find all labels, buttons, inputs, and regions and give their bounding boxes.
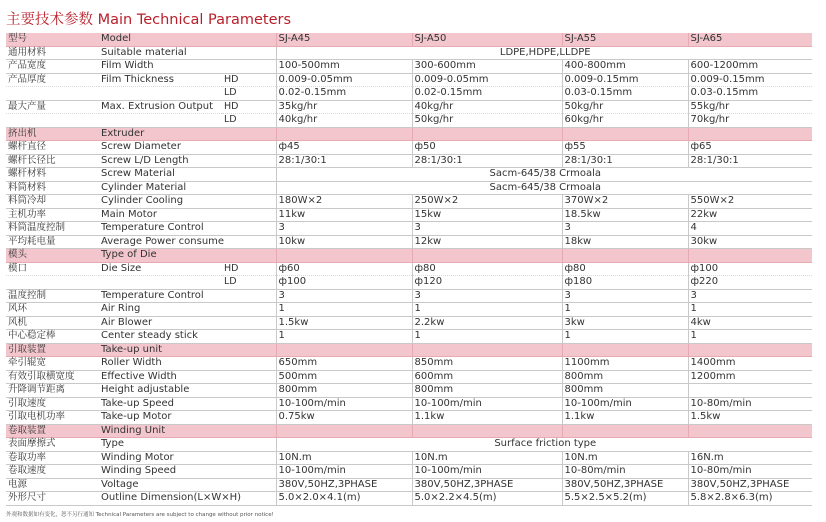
table-row — [6, 478, 812, 492]
param-name-cn: 模头 — [6, 249, 99, 263]
table-row — [6, 397, 812, 411]
table-row — [6, 100, 812, 114]
value-cell: 1.5kw — [276, 316, 412, 330]
param-sub-label — [222, 370, 276, 384]
param-sub-label — [222, 33, 276, 46]
param-name-cn — [6, 87, 99, 101]
value-cell: 10-100m/min — [412, 397, 562, 411]
value-cell: 18.5kw — [562, 208, 688, 222]
param-name-en: Film Width — [99, 60, 222, 74]
value-cell: 16N.m — [688, 451, 812, 465]
table-row — [6, 303, 812, 317]
value-cell: 600-1200mm — [688, 60, 812, 74]
value-cell: 2.2kw — [412, 316, 562, 330]
value-cell: 1 — [412, 303, 562, 317]
value-cell: 0.009-0.05mm — [412, 73, 562, 87]
value-cell: ф55 — [562, 141, 688, 155]
value-cell: 1 — [412, 330, 562, 344]
value-cell: 28:1/30:1 — [412, 154, 562, 168]
value-cell: 10-100m/min — [412, 465, 562, 479]
param-name-en: Screw L/D Length — [99, 154, 222, 168]
value-cell: 1.1kw — [562, 411, 688, 425]
value-cell: ф220 — [688, 276, 812, 290]
value-cell: 1 — [688, 330, 812, 344]
param-name-en — [99, 114, 222, 128]
value-cell: 1200mm — [688, 370, 812, 384]
param-name-en: Temperature Control — [99, 222, 222, 236]
value-cell: 5.5×2.5×5.2(m) — [562, 492, 688, 506]
value-cell: 5.0×2.2×4.5(m) — [412, 492, 562, 506]
table-row — [6, 276, 812, 290]
param-name-cn: 风机 — [6, 316, 99, 330]
param-name-en: Die Size — [99, 262, 222, 276]
value-cell — [412, 424, 562, 438]
value-cell: 10N.m — [562, 451, 688, 465]
param-name-cn: 螺杆材料 — [6, 168, 99, 182]
param-name-en: Roller Width — [99, 357, 222, 371]
param-name-en: Air Ring — [99, 303, 222, 317]
param-sub-label — [222, 181, 276, 195]
table-row — [6, 181, 812, 195]
param-name-en: Take-up Speed — [99, 397, 222, 411]
value-cell: ф65 — [688, 141, 812, 155]
param-sub-label — [222, 303, 276, 317]
spanned-value-cell: LDPE,HDPE,LLDPE — [276, 46, 812, 60]
section-header-row — [6, 249, 812, 263]
param-name-cn: 螺杆长径比 — [6, 154, 99, 168]
value-cell: 1.5kw — [688, 411, 812, 425]
param-name-en: Outline Dimension(L×W×H) — [101, 492, 242, 504]
param-sub-label: LD — [222, 87, 276, 101]
value-cell — [562, 424, 688, 438]
value-cell: ф100 — [276, 276, 412, 290]
param-name-cn: 表面摩擦式 — [6, 438, 99, 452]
value-cell: 400-800mm — [562, 60, 688, 74]
value-cell: 50kg/hr — [562, 100, 688, 114]
section-header-row — [6, 343, 812, 357]
param-name-en: Cylinder Cooling — [99, 195, 222, 209]
param-sub-label — [222, 141, 276, 155]
value-cell — [688, 343, 812, 357]
value-cell: 10kw — [276, 235, 412, 249]
value-cell — [688, 424, 812, 438]
value-cell: 1.1kw — [412, 411, 562, 425]
value-cell: 380V,50HZ,3PHASE — [562, 478, 688, 492]
value-cell — [562, 127, 688, 141]
table-row — [6, 357, 812, 371]
value-cell: 0.02-0.15mm — [412, 87, 562, 101]
table-row — [6, 87, 812, 101]
value-cell: 10N.m — [412, 451, 562, 465]
spanned-value-cell: Surface friction type — [276, 438, 812, 452]
param-sub-label: HD — [222, 100, 276, 114]
param-name-cn: 卷取功率 — [6, 451, 99, 465]
param-sub-label — [222, 249, 276, 263]
param-name-en: Height adjustable — [99, 384, 222, 398]
value-cell: 3 — [562, 289, 688, 303]
value-cell: 800mm — [276, 384, 412, 398]
value-cell: 28:1/30:1 — [276, 154, 412, 168]
value-cell — [688, 127, 812, 141]
value-cell — [276, 343, 412, 357]
value-cell: 28:1/30:1 — [562, 154, 688, 168]
value-cell: 3 — [276, 222, 412, 236]
value-cell: 800mm — [562, 384, 688, 398]
param-name-cn: 挤出机 — [6, 127, 99, 141]
param-name-cn: 螺杆直径 — [6, 141, 99, 155]
table-row — [6, 262, 812, 276]
value-cell: 1 — [276, 303, 412, 317]
param-name-en: Cylinder Material — [99, 181, 222, 195]
param-name-en: Type of Die — [99, 249, 222, 263]
value-cell: 3 — [688, 289, 812, 303]
param-sub-label — [222, 384, 276, 398]
param-sub-label — [222, 397, 276, 411]
param-name-cn: 最大产量 — [6, 100, 99, 114]
value-cell — [276, 424, 412, 438]
value-cell: ф80 — [412, 262, 562, 276]
value-cell: 600mm — [412, 370, 562, 384]
section-header-row — [6, 33, 812, 46]
param-sub-label — [222, 168, 276, 182]
table-row — [6, 451, 812, 465]
param-name-en: Center steady stick — [99, 330, 222, 344]
param-name-en: Effective Width — [99, 370, 222, 384]
param-name-cn: 引取电机功率 — [6, 411, 99, 425]
value-cell: 5.0×2.0×4.1(m) — [276, 492, 412, 506]
param-sub-label: LD — [222, 276, 276, 290]
value-cell: ф100 — [688, 262, 812, 276]
value-cell: 100-500mm — [276, 60, 412, 74]
param-name-cn: 风环 — [6, 303, 99, 317]
value-cell: 4 — [688, 222, 812, 236]
param-name-en: Air Blower — [99, 316, 222, 330]
table-row — [6, 316, 812, 330]
value-cell: 1 — [688, 303, 812, 317]
value-cell: 650mm — [276, 357, 412, 371]
value-cell: 40kg/hr — [412, 100, 562, 114]
value-cell: 180W×2 — [276, 195, 412, 209]
param-name-cn: 料筒材料 — [6, 181, 99, 195]
param-name-en: Model — [99, 33, 222, 46]
param-sub-label — [222, 357, 276, 371]
value-cell: 10-80m/min — [688, 465, 812, 479]
param-name-cn — [6, 276, 99, 290]
param-name-en: Main Motor — [99, 208, 222, 222]
value-cell: ф60 — [276, 262, 412, 276]
value-cell: 40kg/hr — [276, 114, 412, 128]
table-row — [6, 46, 812, 60]
param-name-cn: 型号 — [6, 33, 99, 46]
value-cell: 1 — [562, 330, 688, 344]
technical-parameters-table — [6, 33, 812, 506]
spanned-value-cell: Sacm-645/38 Crmoala — [276, 168, 812, 182]
value-cell: 1100mm — [562, 357, 688, 371]
value-cell: 300-600mm — [412, 60, 562, 74]
value-cell: 1 — [276, 330, 412, 344]
value-cell: 30kw — [688, 235, 812, 249]
value-cell — [412, 127, 562, 141]
spanned-value-cell: Sacm-645/38 Crmoala — [276, 181, 812, 195]
value-cell: 3 — [412, 289, 562, 303]
table-row — [6, 370, 812, 384]
value-cell: SJ-A45 — [276, 33, 412, 46]
param-sub-label — [222, 343, 276, 357]
param-name-en: Average Power consume — [101, 235, 225, 247]
value-cell: 500mm — [276, 370, 412, 384]
value-cell: 0.009-0.15mm — [688, 73, 812, 87]
value-cell: ф50 — [412, 141, 562, 155]
table-row — [6, 492, 812, 506]
value-cell: 10-80m/min — [562, 465, 688, 479]
param-name-cn: 产品厚度 — [6, 73, 99, 87]
param-sub-label — [222, 208, 276, 222]
table-row — [6, 222, 812, 236]
value-cell: 10-100m/min — [276, 465, 412, 479]
value-cell: 1 — [562, 303, 688, 317]
value-cell: 3 — [276, 289, 412, 303]
value-cell: 800mm — [562, 370, 688, 384]
value-cell: 850mm — [412, 357, 562, 371]
param-name-cn: 模口 — [6, 262, 99, 276]
section-header-row — [6, 424, 812, 438]
value-cell: 380V,50HZ,3PHASE — [276, 478, 412, 492]
param-name-en: Take-up unit — [99, 343, 222, 357]
param-sub-label — [222, 60, 276, 74]
param-sub-label — [222, 46, 276, 60]
param-name-cn: 牵引辊宽 — [6, 357, 99, 371]
param-sub-label — [222, 451, 276, 465]
param-name-en: Max. Extrusion Output — [99, 100, 222, 114]
value-cell — [412, 249, 562, 263]
value-cell: 15kw — [412, 208, 562, 222]
value-cell: 3 — [562, 222, 688, 236]
table-row — [6, 141, 812, 155]
value-cell: 0.75kw — [276, 411, 412, 425]
table-row — [6, 114, 812, 128]
value-cell: 50kg/hr — [412, 114, 562, 128]
param-sub-label — [222, 289, 276, 303]
value-cell: ф120 — [412, 276, 562, 290]
footer-note: 外观和数据如有变化，恕不另行通知 Technical Parameters are subject to change without prior notice! — [6, 512, 274, 518]
value-cell: ф180 — [562, 276, 688, 290]
param-sub-label — [222, 438, 276, 452]
value-cell: 370W×2 — [562, 195, 688, 209]
value-cell: 4kw — [688, 316, 812, 330]
param-name-en: Winding Unit — [99, 424, 222, 438]
param-name-en: Winding Speed — [99, 465, 222, 479]
value-cell: 3kw — [562, 316, 688, 330]
param-name-en: Temperature Control — [99, 289, 222, 303]
param-name-en: Winding Motor — [99, 451, 222, 465]
value-cell: 70kg/hr — [688, 114, 812, 128]
table-row — [6, 438, 812, 452]
table-row — [6, 289, 812, 303]
param-sub-label — [222, 316, 276, 330]
param-name-en — [99, 276, 222, 290]
value-cell — [276, 249, 412, 263]
param-sub-label — [222, 465, 276, 479]
value-cell — [276, 127, 412, 141]
param-name-cn: 电源 — [6, 478, 99, 492]
value-cell — [688, 384, 812, 398]
table-row — [6, 154, 812, 168]
param-name-en: Film Thickness — [99, 73, 222, 87]
table-row — [6, 195, 812, 209]
param-name-cn: 料筒温度控制 — [6, 222, 99, 236]
param-name-en: Voltage — [99, 478, 222, 492]
param-name-cn: 外形尺寸 — [6, 492, 99, 506]
value-cell: 10-80m/min — [688, 397, 812, 411]
param-sub-label: HD — [222, 262, 276, 276]
value-cell: 250W×2 — [412, 195, 562, 209]
value-cell — [688, 249, 812, 263]
table-row — [6, 465, 812, 479]
param-sub-label — [222, 478, 276, 492]
param-name-cn: 卷取装置 — [6, 424, 99, 438]
param-name-cn: 料筒冷却 — [6, 195, 99, 209]
value-cell: ф45 — [276, 141, 412, 155]
param-name-cn — [6, 114, 99, 128]
param-name-cn: 卷取速度 — [6, 465, 99, 479]
param-name-en: Take-up Motor — [99, 411, 222, 425]
page-title: 主要技术参数 Main Technical Parameters — [6, 12, 292, 28]
value-cell: 10-100m/min — [276, 397, 412, 411]
param-name-en: Suitable material — [99, 46, 222, 60]
param-name-en: Screw Material — [99, 168, 222, 182]
table-body — [6, 33, 812, 505]
param-sub-label — [222, 154, 276, 168]
value-cell: 35kg/hr — [276, 100, 412, 114]
value-cell: 380V,50HZ,3PHASE — [412, 478, 562, 492]
table-row — [6, 235, 812, 249]
table-row — [6, 384, 812, 398]
param-sub-label — [222, 330, 276, 344]
param-name-cn: 引取速度 — [6, 397, 99, 411]
table-row — [6, 168, 812, 182]
param-name-cn: 通用材料 — [6, 46, 99, 60]
param-sub-label: LD — [222, 114, 276, 128]
value-cell: SJ-A65 — [688, 33, 812, 46]
param-name-cn: 升降调节距离 — [6, 384, 99, 398]
value-cell: 60kg/hr — [562, 114, 688, 128]
param-sub-label — [222, 222, 276, 236]
param-sub-label — [222, 411, 276, 425]
param-name-cn: 有效引取横宽度 — [6, 370, 99, 384]
value-cell: 380V,50HZ,3PHASE — [688, 478, 812, 492]
value-cell: SJ-A50 — [412, 33, 562, 46]
value-cell: 3 — [412, 222, 562, 236]
table-row — [6, 208, 812, 222]
value-cell: ф80 — [562, 262, 688, 276]
value-cell: 0.009-0.05mm — [276, 73, 412, 87]
value-cell: 800mm — [412, 384, 562, 398]
section-header-row — [6, 127, 812, 141]
param-name-cn: 引取装置 — [6, 343, 99, 357]
param-sub-label — [222, 235, 276, 249]
param-sub-label: HD — [222, 73, 276, 87]
value-cell: 28:1/30:1 — [688, 154, 812, 168]
param-sub-label — [222, 424, 276, 438]
value-cell: 18kw — [562, 235, 688, 249]
table-row — [6, 411, 812, 425]
value-cell — [562, 249, 688, 263]
value-cell — [412, 343, 562, 357]
param-name-cn: 产品宽度 — [6, 60, 99, 74]
param-name-cn: 主机功率 — [6, 208, 99, 222]
value-cell — [562, 343, 688, 357]
param-name-cn: 平均耗电量 — [6, 235, 99, 249]
value-cell: 10N.m — [276, 451, 412, 465]
value-cell: 22kw — [688, 208, 812, 222]
param-name-en: Type — [99, 438, 222, 452]
value-cell: 11kw — [276, 208, 412, 222]
param-name-cn: 温度控制 — [6, 289, 99, 303]
param-name-en — [99, 87, 222, 101]
value-cell: 1400mm — [688, 357, 812, 371]
param-sub-label — [222, 127, 276, 141]
value-cell: 0.009-0.15mm — [562, 73, 688, 87]
value-cell: 0.02-0.15mm — [276, 87, 412, 101]
value-cell: 550W×2 — [688, 195, 812, 209]
value-cell: 0.03-0.15mm — [562, 87, 688, 101]
value-cell: 10-100m/min — [562, 397, 688, 411]
param-name-cn: 中心稳定棒 — [6, 330, 99, 344]
value-cell: 55kg/hr — [688, 100, 812, 114]
value-cell: 12kw — [412, 235, 562, 249]
table-row — [6, 73, 812, 87]
param-sub-label — [222, 195, 276, 209]
param-name-en: Extruder — [99, 127, 222, 141]
value-cell: SJ-A55 — [562, 33, 688, 46]
param-name-en: Screw Diameter — [99, 141, 222, 155]
value-cell: 0.03-0.15mm — [688, 87, 812, 101]
table-row — [6, 330, 812, 344]
table-row — [6, 60, 812, 74]
value-cell: 5.8×2.8×6.3(m) — [688, 492, 812, 506]
